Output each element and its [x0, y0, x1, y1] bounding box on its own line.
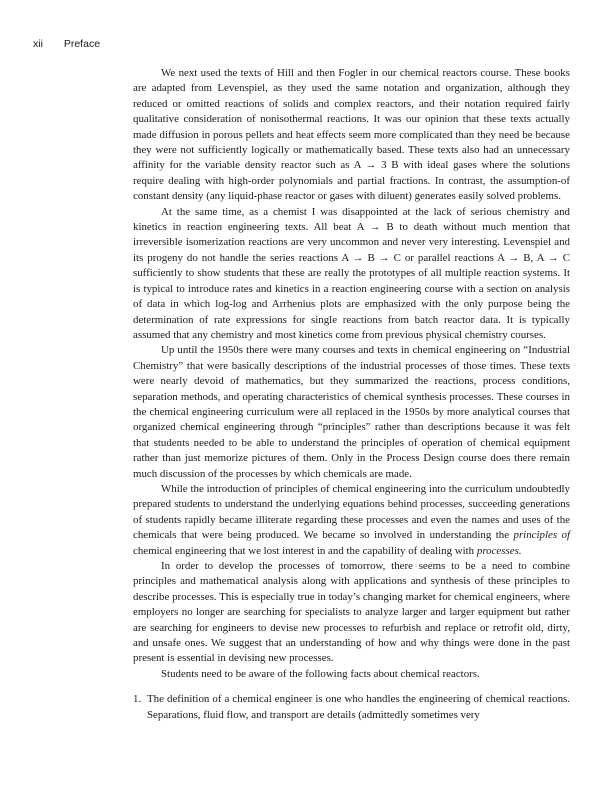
page-header [33, 38, 100, 50]
list-number: 1. [133, 693, 142, 706]
list-item [133, 692, 570, 723]
paragraph [133, 482, 570, 559]
numbered-list [133, 692, 570, 723]
list-text: The definition of a chemical engineer is one who handles the engineering of chemical reactions. Separations, fluid flow, and transport are details (admittedly sometimes very [147, 693, 570, 721]
emphasis: principles of [513, 529, 570, 542]
paragraph: In order to develop the processes of tomorrow, there seems to be a need to combine principles and mathematical analysis along with applications and synthesis of these principles to describe processes. This is especially true in today’s changing market for chemical engineers, where employers no longer are searching for specialists to analyze larger and larger equipment but rather are searching for engineers to devise new processes to refurbish and replace or retrofit old, dirty, and unsafe ones. We suggest that an understanding of how and why things were done in the past present is essential in devising new processes. [133, 560, 570, 665]
body-text [133, 66, 570, 723]
emphasis: processes. [476, 544, 522, 557]
paragraph-text: chemical engineering that we lost interest in and the capability of dealing with [133, 544, 475, 557]
page-number: xii [33, 38, 43, 50]
paragraph: Students need to be aware of the following facts about chemical reactors. [161, 667, 480, 680]
paragraph: At the same time, as a chemist I was disappointed at the lack of serious chemistry and kinetics in reaction engineering texts. All beat A → B to death without much mention that irreversible isomerization reactions are very uncommon and never very interesting. Levenspiel and its progeny do not handle the series reactions A → B → C or parallel reactions A → B, A → C sufficiently to show students that these are really the prototypes of all multiple reaction systems. It is typical to introduce rates and kinetics in a reaction engineering course with a section on analysis of data in which log-log and Arrhenius plots are emphasized with the only purpose being the determination of rate expressions for single reactions from batch reactor data. It is typically assumed that any chemistry and most kinetics come from previous physical chemistry courses. [133, 205, 570, 341]
paragraph: We next used the texts of Hill and then Fogler in our chemical reactors course. These books are adapted from Levenspiel, as they used the same notation and organization, although they reduced or omitted reactions of solids and complex reactors, and their notation required fairly qualitative consideration of nonisothermal reactions. It was our opinion that these texts actually made diffusion in porous pellets and heat effects seem more complicated than they need be because they were not sufficiently logically or mathematically based. These texts also had an unnecessary affinity for the variable density reactor such as A → 3 B with ideal gases where the solutions require dealing with high-order polynomials and partial fractions. In contrast, the assumption-of constant density (any liquid-phase reactor or gases with diluent) generates easily solved problems. [133, 67, 570, 203]
paragraph: Up until the 1950s there were many courses and texts in chemical engineering on “Industrial Chemistry” that were basically descriptions of the industrial processes of those times. These texts were nearly devoid of mathematics, but they summarized the reactions, process conditions, separation methods, and operating characteristics of chemical synthesis processes. These courses in the chemical engineering curriculum were all replaced in the 1950s by more analytical courses that organized chemical engineering through “principles” rather than descriptions because it was felt that students needed to be able to understand the principles of operation of chemical equipment rather than just memorize pictures of them. Only in the Process Design course does there remain much discussion of the processes by which chemicals are made. [133, 344, 570, 480]
running-title: Preface [63, 38, 101, 50]
paragraph-text: While the introduction of principles of chemical engineering into the curriculum undoubtedly prepared students to understand the underlying equations behind processes, succeeding generations of students rapidly became illiterate regarding these processes and even the names and uses of the chemicals that were being produced. We became so involved in understanding the [133, 482, 570, 542]
